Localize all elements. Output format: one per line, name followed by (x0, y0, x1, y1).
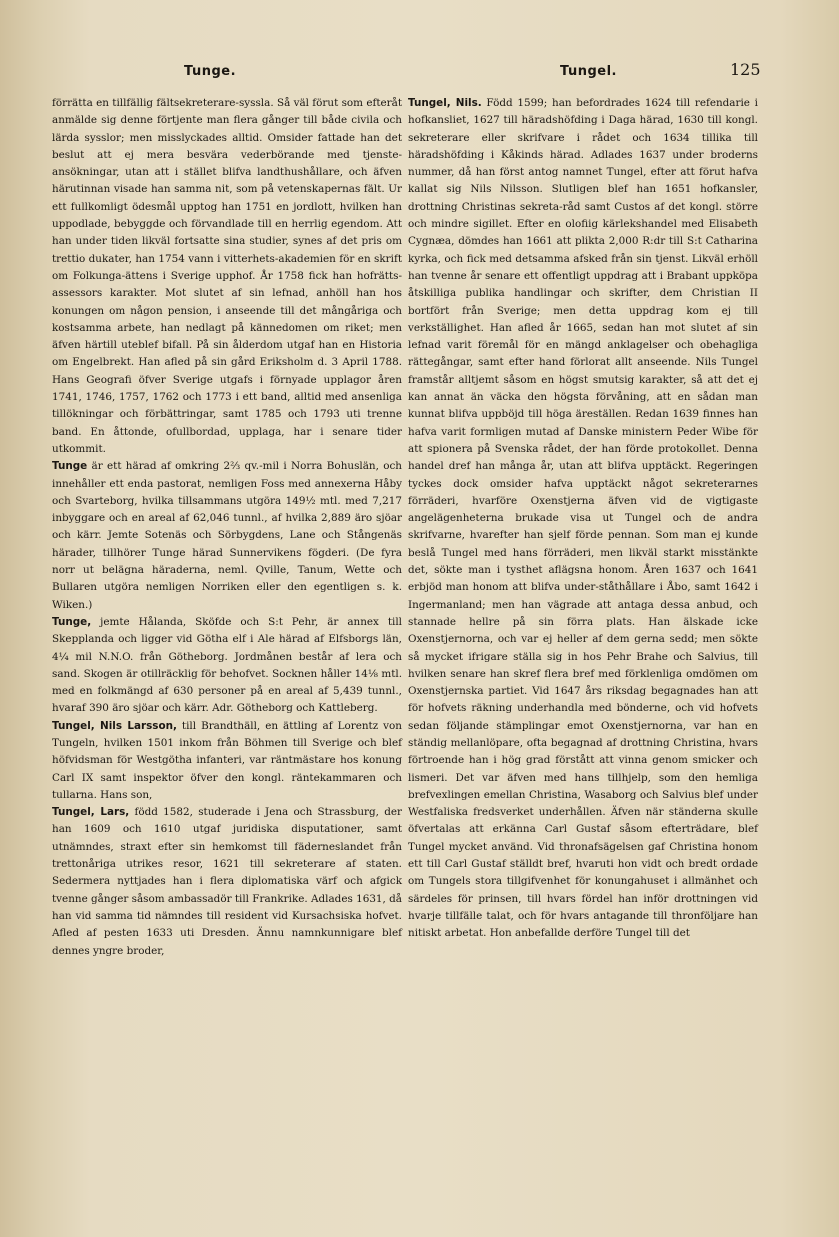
entry-head: Tunge (52, 460, 88, 473)
entry-head: Tungel, Nils Larsson, (52, 719, 177, 732)
entry-body: född 1582, studerade i Jena och Strassburg, der han 1609 och 1610 utgaf juridiska disputationer, samt utnämndes, straxt efter sin hemkomst till fäderneslandet från trettonåriga utrikes resor, 1621 till sekreterare af staten. Sedermera nyttjades han i flera diplomatiska värf och afgick tvenne gånger såsom ambassadör till Frankrike. Adlades 1631, då han vid samma tid nämndes till resident vid Kursachsiska hofvet. Afled af pesten 1633 uti Dresden. Ännu namnkunnigare blef dennes yngre broder, (52, 806, 402, 957)
entry-head: Tungel, Nils. (408, 97, 482, 109)
left-column (52, 95, 402, 960)
entry-tunge-socken (52, 614, 402, 718)
entry-tungel-lars (52, 804, 402, 960)
entry-tunge-continuation (52, 95, 402, 458)
entry-body: förrätta en tillfällig fältsekreterare-syssla. Så väl förut som efteråt anmälde sig denne förtjente man flera gånger till både civila och lärda sysslor; men misslyckades alltid. Omsider fattade han det beslut att ej mera besvära vederbörande med tjenste-ansökningar, utan att i stället blifva landthushållare, och äfven härutinnan visade han samma nit, som på vetenskapernas fält. Ur ett fullkomligt ödesmål upptog han 1751 en jordlott, hvilken han uppodlade, bebyggde och förvandlade till en herrlig egendom. Att han under tiden likväl fortsatte sina studier, synes af det pris om trettio dukater, han 1754 vann i vitterhets-akademien för en skrift om Folkunga-ättens i Sverige upphof. År 1758 fick han hofrätts-assessors karakter. Mot slutet af sin lefnad, anhöll han hos konungen om någon pension, i anseende till det mångåriga och kostsamma arbete, han nedlagt på kännedomen om riket; men äfven härtill uteblef bifall. På sin ålderdom utgaf han en Historia om Engelbrekt. Han afled på sin gård Eriksholm d. 3 April 1788. Hans Geografi öfver Sverige utgafs i förnyade upplagor åren 1741, 1746, 1757, 1762 och 1773 i ett band, alltid med ansenliga tillökningar och förbättringar, samt 1785 och 1793 uti trenne band. En åttonde, ofullbordad, upplaga, har i senare tider utkommit. (52, 97, 402, 455)
entry-body: jemte Hålanda, Sköfde och S:t Pehr, är annex till Skepplanda och ligger vid Götha elf i Ale härad af Elfsborgs län, 4¼ mil N.N.O. från Götheborg. Jordmånen består af lera och sand. Skogen är otillräcklig för behofvet. Socknen håller 14⅛ mtl. med en folkmängd af 630 personer på en areal af 5,439 tunnl., hvaraf 390 äro sjöar och kärr. Adr. Götheborg och Kattleberg. (52, 615, 402, 715)
right-column (408, 95, 758, 943)
running-head-left: Tunge. (184, 64, 237, 79)
page-number: 125 (730, 60, 761, 79)
entry-head: Tunge, (52, 615, 92, 628)
entry-head: Tungel, Lars, (52, 806, 130, 819)
entry-tunge-harad (52, 458, 402, 614)
entry-body: Född 1599; han befordrades 1624 till refendarie i hofkansliet, 1627 till häradshöfding i Daga härad, 1630 till kongl. sekreterare eller skrifvare i rådet och 1634 tillika till häradshöfding i Kåkinds härad. Adlades 1637 under broderns nummer, då han först antog namnet Tungel, efter att förut hafva kallat sig Nils Nilsson. Slutligen blef han 1651 hofkansler, drottning Christinas sekreta-råd samt Custos af det kongl. större och mindre sigillet. Efter en olofiig kärlekshandel med Elisabeth Cygnæa, dömdes han 1661 att plikta 2,000 R:dr till S:t Catharina kyrka, och fick med detsamma afsked från sin tjenst. Likväl erhöll han tvenne år senare ett offentligt uppdrag att i Brabant uppköpa åtskilliga publika handlingar och skrifter, dem Christian II bortfört från Sverige; men detta uppdrag kom ej till verkställighet. Han afled år 1665, sedan han mot slutet af sin lefnad varit föremål för en mängd anklagelser och obehagliga rättegångar, samt efter hand förlorat allt anseende. Nils Tungel framstår alltjemt såsom en högst smutsig karakter, så att det ej kan annat än väcka den högsta förvåning, att en sådan man kunnat blifva uppböjd till höga äreställen. Redan 1639 finnes han hafva varit formligen mutad af Danske ministern Peder Wibe för att spionera på Svenska rådet, der han förde protokollet. Denna handel dref han många år, utan att blifva upptäckt. Regeringen tyckes dock omsider hafva upptäckt något sekreterarnes förräderi, hvarföre Oxenstjerna äfven vid de vigtigaste angelägenheterna brukade visa ut Tungel och de andra skrifvarne, hvarefter han sjelf förde pennan. Som man ej kunde beslå Tungel med hans förräderi, men likväl starkt misstänkte det, sökte man i tysthet aflägsna honom. Åren 1637 och 1641 erbjöd man honom att blifva under-ståthållare i Åbo, samt 1642 i Ingermanland; men han vägrade att antaga dessa anbud, och stannade hellre på sin förra plats. Han älskade icke Oxenstjernorna, och var ej heller af dem gerna sedd; men sökte så mycket ifrigare ställa sig in hos Pehr Brahe och Salvius, till hvilken senare han skref flera bref med förklenliga omdömen om Oxenstjernska partiet. Vid 1647 års riksdag begagnades han att för hofvets räkning underhandla med bönderne, och vid hofvets sedan följande stämplingar emot Oxenstjernorna, var han en ständig mellanlöpare, ofta begagnad af drottning Christina, hvars förtroende han i hög grad förstått att vinna genom smicker och lismeri. Det var äfven med hans tillhjelp, som den hemliga brefvexlingen emellan Christina, Wasaborg och Salvius blef under Westfaliska fredsverket underhållen. Äfven när ständerna skulle öfvertalas att erkänna Carl Gustaf såsom efterträdare, blef Tungel mycket använd. Vid thronafsägelsen gaf Christina honom ett till Carl Gustaf ställdt bref, hvaruti hon vidt och bredt ordade om Tungels stora tillgifvenhet för konungahuset i allmänhet och särdeles för prinsen, till hvars fördel han inför drottningen vid hvarje tillfälle talat, och för hvars antagande till thronföljare han nitiskt arbetat. Hon anbefallde derföre Tungel till det (408, 97, 758, 940)
entry-tungel-nils (408, 95, 758, 943)
entry-body: till Brandthäll, en ättling af Lorentz von Tungeln, hvilken 1501 inkom från Böhmen till Sverige och blef höfvidsman för Westgötha infanteri, var räntmästare hos konung Carl IX samt inspektor öfver den kongl. räntekammaren och tullarna. Hans son, (52, 719, 402, 801)
page-header (52, 60, 762, 82)
entry-body: är ett härad af omkring 2⅔ qv.-mil i Norra Bohuslän, och innehåller ett enda pastorat, nemligen Foss med annexerna Håby och Svarteborg, hvilka tillsammans utgöra 149½ mtl. med 7,217 inbyggare och en areal af 62,046 tunnl., af hvilka 2,889 äro sjöar och kärr. Jemte Sotenäs och Sörbygdens, Lane och Stångenäs härader, tillhörer Tunge härad Sunnervikens fögderi. (De fyra norr ut belägna häraderna, neml. Qville, Tanum, Wette och Bullaren utgöra nemligen Norriken eller den egentligen s. k. Wiken.) (52, 460, 402, 611)
entry-tungel-nils-larsson (52, 718, 402, 804)
running-head-right: Tungel. (560, 64, 617, 79)
